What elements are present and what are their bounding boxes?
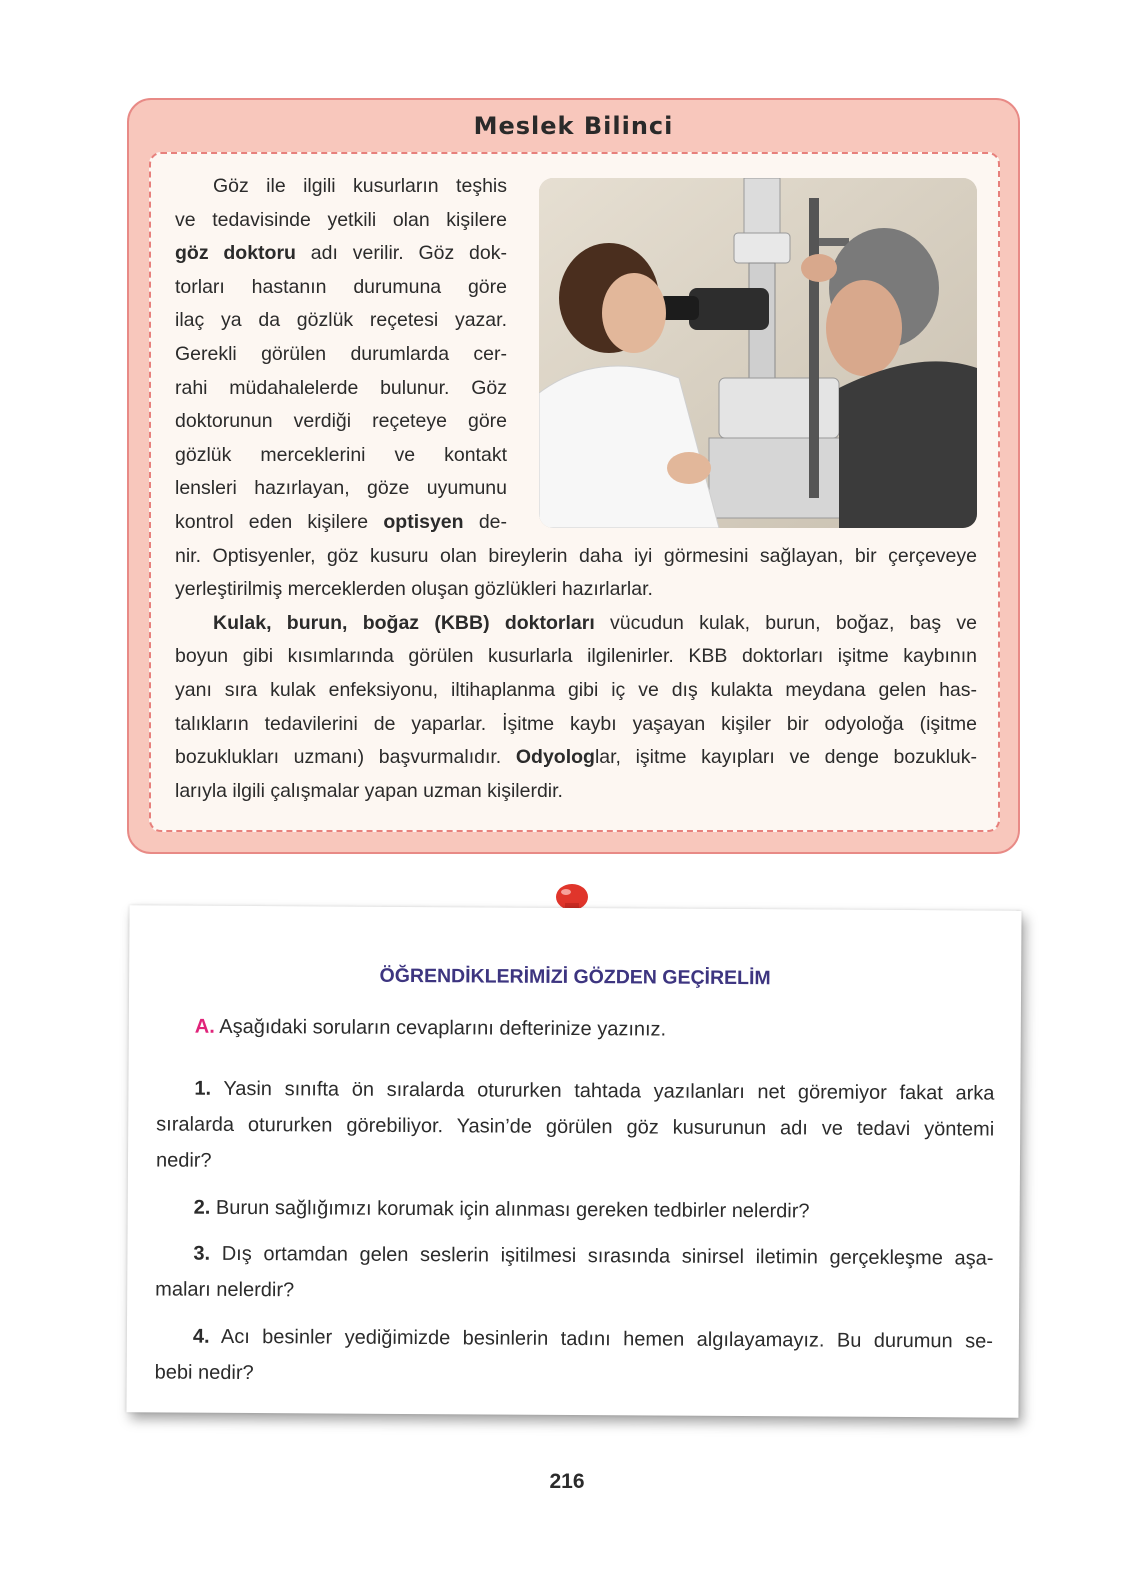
eye-exam-photo: [539, 178, 977, 528]
text-line: [175, 472, 507, 506]
text-line: [175, 372, 507, 406]
question-number: 3.: [193, 1242, 211, 1265]
text-segment: vücudun kulak, burun, boğaz, baş ve: [594, 611, 977, 634]
text-segment: lensleri hazırlayan, göze uyumunu: [175, 477, 507, 500]
question-line: [155, 1318, 993, 1359]
text-segment: rahi müdahalelerde bulunur. Göz: [175, 376, 507, 399]
review-card: [126, 905, 1021, 1417]
bold-term: göz doktoru: [175, 242, 296, 265]
text-line: [175, 775, 977, 809]
bold-term: Kulak, burun, boğaz (KBB) doktorları: [213, 611, 595, 634]
text-line: [175, 237, 507, 271]
question-number: 1.: [194, 1077, 212, 1100]
question-line: [155, 1271, 993, 1312]
text-line: [175, 405, 507, 439]
question-line: [156, 1106, 994, 1147]
text-segment: gözlük merceklerini ve kontakt: [175, 443, 507, 466]
text-segment: larıyla ilgili çalışmalar yapan uzman kişilerdir.: [175, 779, 563, 802]
text-segment: nir. Optisyenler, göz kusuru olan bireylerin daha iyi görmesini sağlayan, bir çerçeveye: [175, 544, 977, 567]
question-line: [155, 1354, 993, 1395]
text-segment: torları hastanın durumuna göre: [175, 275, 507, 298]
question-text: sıralarda otururken görebiliyor. Yasin’de görülen göz kusurunun adı ve tedavi yöntemi: [156, 1113, 995, 1141]
text-line: [175, 741, 977, 775]
question-text: maları nelerdir?: [155, 1278, 295, 1302]
page-number: 216: [549, 1470, 585, 1493]
text-line: [175, 204, 507, 238]
text-line: [175, 170, 507, 204]
text-line: [175, 506, 507, 540]
text-line: [175, 439, 507, 473]
text-line: [175, 271, 507, 305]
question-text: Acı besinler yediğimizde besinlerin tadını hemen algılayamayız. Bu durumun se-: [209, 1325, 993, 1353]
section-letter: A.: [194, 1015, 215, 1038]
text-line: [175, 607, 977, 641]
career-awareness-box: [127, 98, 1020, 854]
text-line: [175, 708, 977, 742]
text-line: [175, 338, 507, 372]
text-segment: ilaç ya da gözlük reçetesi yazar.: [175, 309, 507, 332]
text-line: [175, 674, 977, 708]
text-segment: adı verilir. Göz dok-: [295, 242, 507, 265]
section-a-instruction: [157, 1008, 995, 1049]
eye-exam-illustration: [539, 178, 977, 528]
section-text: Aşağıdaki soruların cevaplarını defterinize yazınız.: [214, 1015, 667, 1041]
text-segment: de-: [463, 511, 508, 533]
text-line: [175, 640, 977, 674]
review-title: ÖĞRENDİKLERİMİZİ GÖZDEN GEÇİRELİM: [379, 964, 771, 990]
text-segment: kontrol eden kişilere: [175, 511, 384, 533]
text-segment: Göz ile ilgili kusurların teşhis: [213, 175, 507, 197]
text-segment: ve tedavisinde yetkili olan kişilere: [175, 208, 507, 231]
bold-term: optisyen: [383, 511, 464, 533]
question-line: [155, 1235, 993, 1276]
text-line: [175, 540, 977, 574]
text-segment: doktorunun verdiği reçeteye göre: [175, 410, 507, 433]
text-segment: bozuklukları uzmanı) başvurmalıdır.: [175, 746, 516, 769]
career-box-content: [149, 152, 1000, 832]
text-segment: Gerekli görülen durumlarda cer-: [175, 343, 507, 365]
question-line: [156, 1189, 994, 1230]
text-segment: talıkların tedavilerini de yaparlar. İşitme kaybı yaşayan kişiler bir odyoloğa (işitme: [175, 712, 977, 735]
text-segment: boyun gibi kısımlarında görülen kusurlarla ilgilenirler. KBB doktorları işitme kaybının: [175, 645, 977, 668]
text-segment: yanı sıra kulak enfeksiyonu, iltihaplanma gibi iç ve dış kulakta meydana gelen has-: [175, 679, 977, 701]
question-line: [156, 1070, 994, 1111]
bold-term: Odyolog: [515, 746, 595, 769]
text-segment: yerleştirilmiş merceklerden oluşan gözlükleri hazırlarlar.: [175, 578, 653, 601]
text-line: [175, 304, 507, 338]
question-number: 2.: [193, 1196, 211, 1219]
question-text: Dış ortamdan gelen seslerin işitilmesi sırasında sinirsel iletimin gerçekleşme aşa-: [210, 1242, 994, 1270]
career-box-title: Meslek Bilinci: [473, 112, 674, 140]
question-text: Yasin sınıfta ön sıralarda otururken tahtada yazılanları net göremiyor fakat arka: [211, 1077, 995, 1105]
question-line: [156, 1142, 994, 1183]
text-segment: lar, işitme kayıpları ve denge bozukluk-: [594, 746, 977, 769]
question-text: Burun sağlığımızı korumak için alınması gereken tedbirler nelerdir?: [210, 1196, 810, 1223]
question-text: bebi nedir?: [154, 1361, 254, 1385]
text-line: [175, 573, 977, 607]
question-number: 4.: [192, 1325, 210, 1348]
question-text: nedir?: [155, 1149, 212, 1172]
